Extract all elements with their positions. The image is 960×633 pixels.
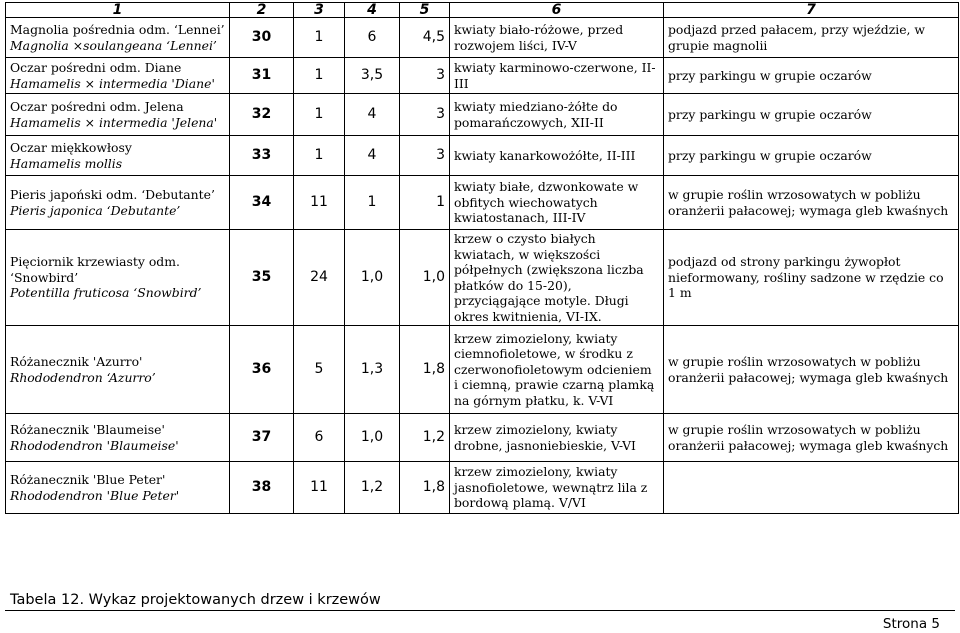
latin-name: Hamamelis × intermedia 'Diane' [10,75,215,91]
location-cell: w grupie roślin wrzosowatych w pobliżu oranżerii pałacowej; wymaga gleb kwaśnych [664,414,959,462]
location-cell: w grupie roślin wrzosowatych w pobliżu oranżerii pałacowej; wymaga gleb kwaśnych [664,176,959,230]
plant-number-cell: 33 [230,136,294,176]
column-header-5: 5 [400,3,450,18]
description-cell: krzew zimozielony, kwiaty drobne, jasnoniebieskie, V-VI [450,414,664,462]
plant-number-cell: 36 [230,326,294,414]
polish-name: Różanecznik 'Blue Peter' [10,472,166,487]
latin-name: Magnolia ×soulangeana ‘Lennei’ [10,37,217,53]
column-header-6: 6 [450,3,664,18]
table-caption [10,592,381,608]
plant-name-cell [6,414,230,462]
height-cell: 3,5 [345,58,400,94]
description-cell: kwiaty karminowo-czerwone, II-III [450,58,664,94]
description-cell: krzew o czysto białych kwiatach, w większości półpełnych (zwiększona liczba płatków do 15-20), przyciągające motyle. Długi okres kwitnienia, VI-IX. [450,230,664,326]
polish-name: Pieris japoński odm. ‘Debutante’ [10,187,215,202]
plant-number-cell: 31 [230,58,294,94]
quantity-cell: 1 [294,136,345,176]
polish-name: Różanecznik 'Blaumeise' [10,422,165,437]
location-cell: przy parkingu w grupie oczarów [664,58,959,94]
description-cell: krzew zimozielony, kwiaty jasnofioletowe, wewnątrz lila z bordową plamą. V/VI [450,462,664,514]
table-row [6,176,959,230]
table-row [6,462,959,514]
latin-name: Rhododendron 'Blue Peter' [10,487,180,503]
latin-name: Rhododendron ‘Azurro’ [10,369,156,385]
height-cell: 1,0 [345,414,400,462]
plant-number-cell: 37 [230,414,294,462]
latin-name: Rhododendron 'Blaumeise' [10,437,179,453]
plant-name-cell [6,326,230,414]
quantity-cell: 1 [294,58,345,94]
description-cell: krzew zimozielony, kwiaty ciemnofioletowe, w środku z czerwonofioletowym odcieniem i ciemną, prawie czarną plamką na górnym płatku, k. V-VI [450,326,664,414]
plant-number-cell: 32 [230,94,294,136]
height-cell: 1 [345,176,400,230]
quantity-cell: 5 [294,326,345,414]
caption-text: Wykaz projektowanych drzew i krzewów [84,592,381,608]
width-cell: 1,2 [400,414,450,462]
page-number: Strona 5 [882,616,940,632]
polish-name: Oczar pośredni odm. Diane [10,60,182,75]
plant-name-cell [6,462,230,514]
quantity-cell: 6 [294,414,345,462]
plant-number-cell: 35 [230,230,294,326]
width-cell: 1 [400,176,450,230]
height-cell: 1,0 [345,230,400,326]
height-cell: 6 [345,18,400,58]
latin-name: Potentilla fruticosa ‘Snowbird’ [10,285,202,301]
plant-name-cell [6,176,230,230]
caption-label: Tabela 12. [10,592,85,608]
polish-name: Pięciornik krzewiasty odm. ‘Snowbird’ [10,254,180,285]
height-cell: 4 [345,94,400,136]
location-cell [664,462,959,514]
table-row [6,230,959,326]
table-header-row [6,3,959,18]
width-cell: 3 [400,58,450,94]
location-cell: przy parkingu w grupie oczarów [664,136,959,176]
plant-name-cell [6,58,230,94]
plant-name-cell [6,18,230,58]
footer-divider [5,610,955,611]
height-cell: 4 [345,136,400,176]
quantity-cell: 24 [294,230,345,326]
description-cell: kwiaty miedziano-żółte do pomarańczowych, XII-II [450,94,664,136]
latin-name: Hamamelis × intermedia 'Jelena' [10,114,218,130]
column-header-3: 3 [294,3,345,18]
column-header-2: 2 [230,3,294,18]
plant-name-cell [6,136,230,176]
location-cell: przy parkingu w grupie oczarów [664,94,959,136]
quantity-cell: 11 [294,176,345,230]
table-row [6,136,959,176]
location-cell: podjazd przed pałacem, przy wjeździe, w grupie magnolii [664,18,959,58]
column-header-1: 1 [6,3,230,18]
plant-number-cell: 34 [230,176,294,230]
description-cell: kwiaty biało-różowe, przed rozwojem liści, IV-V [450,18,664,58]
quantity-cell: 1 [294,94,345,136]
width-cell: 1,8 [400,462,450,514]
table-row [6,326,959,414]
plants-table [5,2,959,514]
latin-name: Pieris japonica ‘Debutante’ [10,202,181,218]
polish-name: Oczar pośredni odm. Jelena [10,99,184,114]
latin-name: Hamamelis mollis [10,155,123,171]
width-cell: 3 [400,94,450,136]
height-cell: 1,2 [345,462,400,514]
width-cell: 1,0 [400,230,450,326]
width-cell: 4,5 [400,18,450,58]
quantity-cell: 11 [294,462,345,514]
column-header-7: 7 [664,3,959,18]
location-cell: w grupie roślin wrzosowatych w pobliżu oranżerii pałacowej; wymaga gleb kwaśnych [664,326,959,414]
location-cell: podjazd od strony parkingu żywopłot nieformowany, rośliny sadzone w rzędzie co 1 m [664,230,959,326]
plant-name-cell [6,94,230,136]
column-header-4: 4 [345,3,400,18]
table-row [6,58,959,94]
width-cell: 1,8 [400,326,450,414]
height-cell: 1,3 [345,326,400,414]
table-row [6,94,959,136]
polish-name: Magnolia pośrednia odm. ‘Lennei’ [10,22,225,37]
quantity-cell: 1 [294,18,345,58]
polish-name: Różanecznik 'Azurro' [10,354,143,369]
plant-number-cell: 30 [230,18,294,58]
width-cell: 3 [400,136,450,176]
description-cell: kwiaty białe, dzwonkowate w obfitych wiechowatych kwiatostanach, III-IV [450,176,664,230]
plant-number-cell: 38 [230,462,294,514]
description-cell: kwiaty kanarkowożółte, II-III [450,136,664,176]
table-row [6,414,959,462]
table-row [6,18,959,58]
polish-name: Oczar miękkowłosy [10,140,132,155]
plant-name-cell [6,230,230,326]
